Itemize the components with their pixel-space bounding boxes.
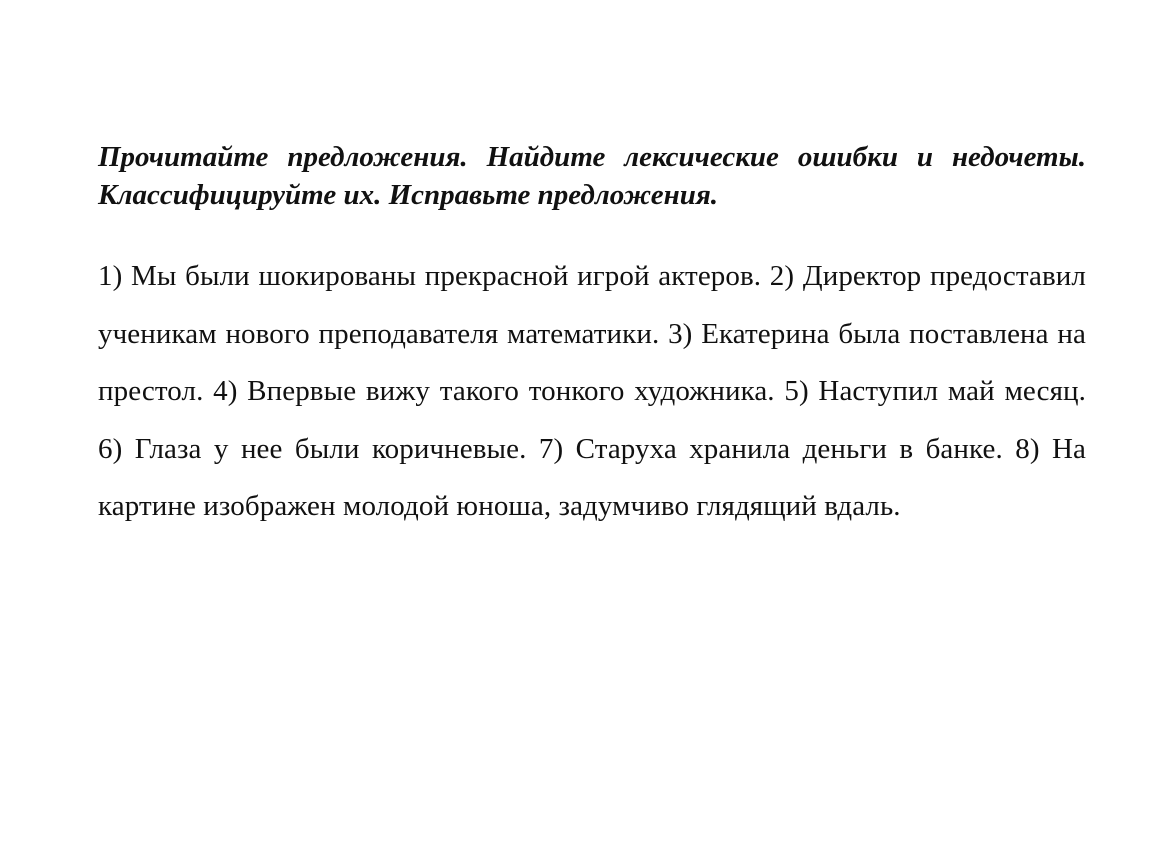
text-content [98,138,1086,536]
task-instruction: Прочитайте предложения. Найдите лексические ошибки и недочеты. Классифицируйте их. Исправьте предложения. [98,141,1086,211]
exercise-sentences: 1) Мы были шокированы прекрасной игрой актеров. 2) Директор предоставил ученикам нового преподавателя математики. 3) Екатерина была поставлена на престол. 4) Впервые вижу такого тонкого художника. 5) Наступил май месяц. 6) Глаза у нее были коричневые. 7) Старуха хранила деньги в банке. 8) На картине изображен молодой юноша, задумчиво глядящий вдаль. [98,260,1086,522]
